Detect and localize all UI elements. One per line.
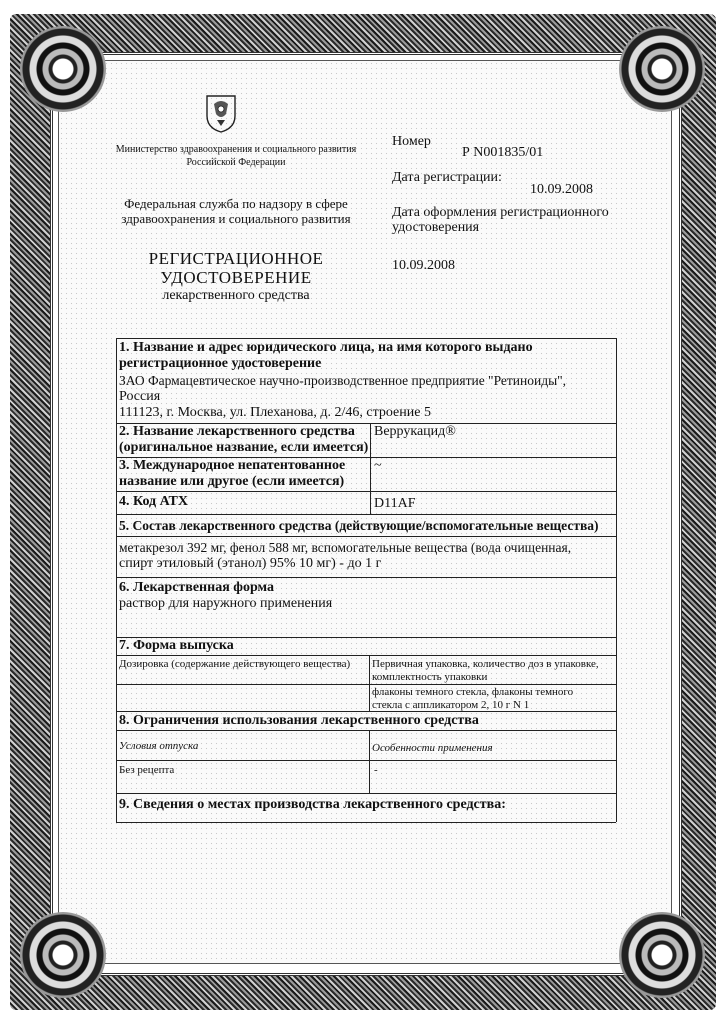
ministry-name: Министерство здравоохранения и социального развития Российской Федерации [115,144,357,168]
s3-value: ~ [374,458,382,473]
issue-date-value: 10.09.2008 [392,258,455,273]
s8-col2-value: - [374,764,378,776]
s1-line2: Россия [119,389,161,404]
corner-ornament [20,912,106,998]
s7-col1-header: Дозировка (содержание действующего вещества) [119,658,351,670]
s8-col1-header: Условия отпуска [119,740,199,752]
s1-title-line1: 1. Название и адрес юридического лица, на имя которого выдано [119,340,533,355]
s3-title-line2: название или другое (если имеется) [119,474,345,489]
s2-s4-col-divider [370,423,371,514]
corner-ornament [20,26,106,112]
issue-date-label-line2: удостоверения [392,220,480,235]
s5-line1: метакрезол 392 мг, фенол 588 мг, вспомогательные вещества (вода очищенная, [119,540,572,555]
number-value: Р N001835/01 [462,145,544,160]
table-left-border [116,338,117,822]
number-label: Номер [392,134,431,149]
s2-title-line2: (оригинальное название, если имеется) [119,440,369,455]
s8-title-divider [116,730,616,731]
s8-title: 8. Ограничения использования лекарственного средства [119,713,479,728]
s9-divider [116,822,616,823]
s3-divider [116,491,616,492]
s8-divider [116,793,616,794]
s7-header-divider [116,684,616,685]
doc-title-line1: РЕГИСТРАЦИОННОЕ [148,249,324,268]
s4-title: 4. Код АТХ [119,494,188,509]
s4-divider [116,514,616,515]
reg-date-value: 10.09.2008 [530,182,593,197]
s7-col-divider [369,655,370,711]
s1-title-line2: регистрационное удостоверение [119,356,322,371]
s1-line1: ЗАО Фармацевтическое научно-производственное предприятие "Ретиноиды", [119,373,567,388]
s6-title: 6. Лекарственная форма [119,580,274,595]
s5-line2: спирт этиловый (этанол) 95% 10 мг) - до 1 г [119,556,382,571]
table-top-border [116,338,616,339]
coat-of-arms-icon [204,92,238,134]
corner-ornament [619,912,705,998]
s8-header-divider [116,760,616,761]
doc-subtitle: лекарственного средства [162,288,310,303]
s5-title: 5. Состав лекарственного средства (действующие/вспомогательные вещества) [119,518,599,533]
s5-title-divider [116,536,616,537]
table-right-border [616,338,617,822]
s7-title-divider [116,655,616,656]
s8-col2-header: Особенности применения [372,742,493,754]
s7-col2-header-line1: Первичная упаковка, количество доз в упаковке, [372,658,599,670]
s7-col2-value-line2: стекла с аппликатором 2, 10 г N 1 [372,699,530,711]
s8-col-divider [369,730,370,793]
s7-col2-value-line1: флаконы темного стекла, флаконы темного [372,686,574,698]
s1-line3: 111123, г. Москва, ул. Плеханова, д. 2/46, строение 5 [119,405,431,420]
s7-divider [116,711,616,712]
s3-title-line1: 3. Международное непатентованное [119,458,346,473]
s9-title: 9. Сведения о местах производства лекарственного средства: [119,797,506,812]
s2-title-line1: 2. Название лекарственного средства [119,424,355,439]
s7-col2-header-line2: комплектность упаковки [372,671,488,683]
s4-value: D11AF [374,496,416,511]
reg-date-label: Дата регистрации: [392,170,502,185]
service-name: Федеральная служба по надзору в сфере здравоохранения и социального развития [121,196,351,226]
corner-ornament [619,26,705,112]
s5-divider [116,577,616,578]
s2-value: Веррукацид® [374,424,456,439]
issue-date-label-line1: Дата оформления регистрационного [392,205,609,220]
s7-title: 7. Форма выпуска [119,638,234,653]
s6-value: раствор для наружного применения [119,596,333,611]
s8-col1-value: Без рецепта [119,764,175,776]
doc-title-line2: УДОСТОВЕРЕНИЕ [160,268,312,287]
